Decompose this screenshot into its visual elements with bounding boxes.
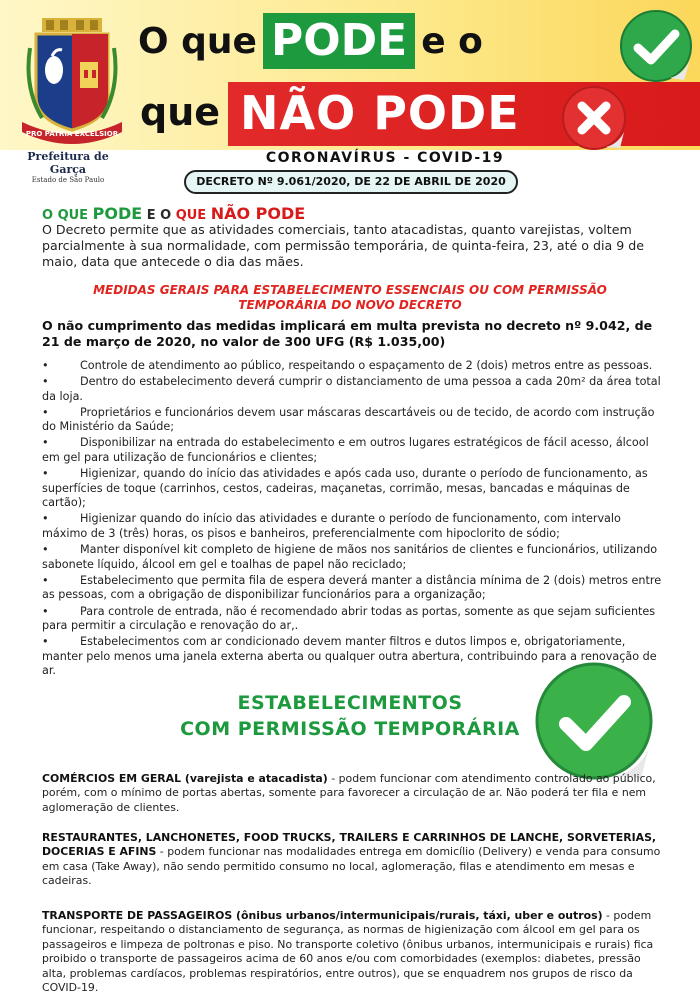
title-nao-pode: NÃO PODE (240, 86, 520, 140)
transporte-text: - podem funcionar, respeitando o distanciamento de segurança, as normas de higienização com álcool em gel para os passageiros e limpeza de poltronas e piso. No transporte coletivo (ônibus urbanos, intermunicipais e rurais) fica proibido o transporte de passageiros acima de 60 anos e/ou com comorbidades (exemplos: diabetes, pressão alta, problemas cardíacos, problemas respiratórios, entre outros), que se enquadrem nos grupos de risco da COVID-19. (42, 909, 654, 995)
transporte-paragraph (42, 909, 662, 995)
prefeitura-name: Prefeitura de Garça (27, 150, 109, 176)
measure-text: Disponibilizar na entrada do estabelecimento e em outros lugares estratégicos de fácil acesso, álcool em gel para utilização de funcionários e clientes; (42, 436, 649, 465)
x-circle-icon (560, 84, 628, 152)
list-item (42, 543, 662, 572)
bullet: • (42, 635, 49, 649)
comercios-text: - podem funcionar com atendimento controlado ao público, porém, com o mínimo de portas abertas, somente para favorecer a circulação de ar. Não poderá ter fila e nem aglomeração de clientes. (42, 772, 656, 814)
measure-text: Higienizar, quando do início das atividades e após cada uso, durante o período de funcionamento, as superfícies de toque (carrinhos, cestos, cadeiras, maçanetas, corrimão, mesas, bancadas e máquinas de cartão); (42, 467, 648, 510)
bullet: • (42, 604, 49, 618)
comercios-head: COMÉRCIOS EM GERAL (varejista e atacadista) (42, 772, 328, 785)
establishments-title-line2: COM PERMISSÃO TEMPORÁRIA (180, 718, 520, 740)
establishments-title (160, 690, 540, 742)
heading-e-o: E O (146, 208, 172, 223)
bullet: • (42, 436, 49, 450)
list-item (42, 512, 662, 541)
measure-text: Para controle de entrada, não é recomendado abrir todas as portas, somente as que sejam suficientes para permitir a circulação e renovação do ar,. (42, 604, 656, 633)
measure-text: Manter disponível kit completo de higiene de mãos nos sanitários de clientes e funcionários, utilizando sabonete líquido, álcool em gel e toalhas de papel não reciclado; (42, 543, 658, 571)
title-que: que (140, 90, 221, 134)
measure-text: Controle de atendimento ao público, respeitando o espaçamento de 2 (dois) metros entre as pessoas. (80, 359, 653, 372)
list-item (42, 406, 662, 435)
bullet: • (42, 573, 49, 587)
heading-o-que-2: QUE (175, 208, 207, 223)
bullet: • (42, 405, 49, 419)
comercios-paragraph (42, 772, 662, 815)
intro-heading (42, 204, 305, 223)
list-item (42, 574, 662, 603)
measure-text: Estabelecimentos com ar condicionado devem manter filtros e dutos limpos e, obrigatoriamente, manter pelo menos uma janela externa aberta ou qualquer outra abertura, contribuindo para a renovação de ar. (42, 635, 657, 678)
check-circle-icon (533, 660, 655, 782)
bullet: • (42, 467, 49, 481)
fine-warning: O não cumprimento das medidas implicará em multa prevista no decreto nº 9.042, de 21 de março de 2020, no valor de 300 UFG (R$ 1.035,00) (42, 318, 653, 349)
restaurantes-text: - podem funcionar nas modalidades entrega em domicílio (Delivery) e venda para consumo em casa (Take Away), não sendo permitido consumo no local, aglomeração, filas e atendimento em mesas e cadeiras. (42, 845, 661, 888)
bullet: • (42, 375, 49, 389)
crest-motto: PRO PATRIA EXCELSIOR (25, 130, 119, 138)
establishments-title-line1: ESTABELECIMENTOS (237, 692, 463, 714)
medidas-title: MEDIDAS GERAIS PARA ESTABELECIMENTO ESSENCIAIS OU COM PERMISSÃO TEMPORÁRIA DO NOVO DECRETO (93, 283, 607, 312)
check-circle-icon (618, 8, 694, 84)
title-pode: PODE (263, 13, 415, 69)
heading-o-que-1: O QUE (42, 208, 89, 223)
title-mid: e o (421, 20, 483, 62)
measure-text: Higienizar quando do início das atividades e durante o período de funcionamento, com intervalo máximo de 3 (três) horas, os pisos e banheiros, preferencialmente com hipoclorito de sódio; (42, 512, 621, 541)
measures-list (42, 359, 662, 680)
measure-text: Proprietários e funcionários devem usar máscaras descartáveis ou de tecido, de acordo com instrução do Ministério da Saúde; (42, 405, 655, 434)
heading-nao-pode: NÃO PODE (210, 204, 306, 223)
bullet: • (42, 359, 49, 372)
list-item (42, 375, 662, 404)
restaurantes-paragraph (42, 831, 662, 889)
heading-pode: PODE (92, 204, 143, 223)
restaurantes-head: RESTAURANTES, LANCHONETES, FOOD TRUCKS, TRAILERS E CARRINHOS DE LANCHE, SORVETERIAS, DOCERIAS E AFINS (42, 831, 657, 859)
estado-name: Estado de São Paulo (31, 176, 105, 184)
bullet: • (42, 543, 49, 557)
intro-text: O Decreto permite que as atividades comerciais, tanto atacadistas, quanto varejistas, voltem parcialmente à sua normalidade, com permissão temporária, de quinta-feira, 23, até o dia 9 de maio, data que antecede o dia das mães. (42, 222, 644, 269)
title-line-1 (138, 12, 483, 70)
bullet: • (42, 512, 49, 526)
measure-text: Dentro do estabelecimento deverá cumprir o distanciamento de uma pessoa a cada 20m² da área total da loja. (42, 375, 661, 403)
prefeitura-block (12, 150, 124, 184)
title-prefix: O que (138, 20, 257, 62)
measure-text: Estabelecimento que permita fila de espera deverá manter a distância mínima de 2 (dois) metros entre as pessoas, com a obrigação de disponibilizar funcionários para a organização; (42, 573, 662, 602)
list-item (42, 467, 662, 511)
list-item (42, 436, 662, 465)
list-item (42, 359, 662, 374)
transporte-head: TRANSPORTE DE PASSAGEIROS (ônibus urbanos/intermunicipais/rurais, táxi, uber e outros) (42, 909, 603, 922)
subtitle: CORONAVÍRUS - COVID-19 (265, 150, 505, 166)
list-item (42, 605, 662, 634)
decree-badge: DECRETO Nº 9.061/2020, DE 22 DE ABRIL DE 2020 (184, 170, 518, 194)
